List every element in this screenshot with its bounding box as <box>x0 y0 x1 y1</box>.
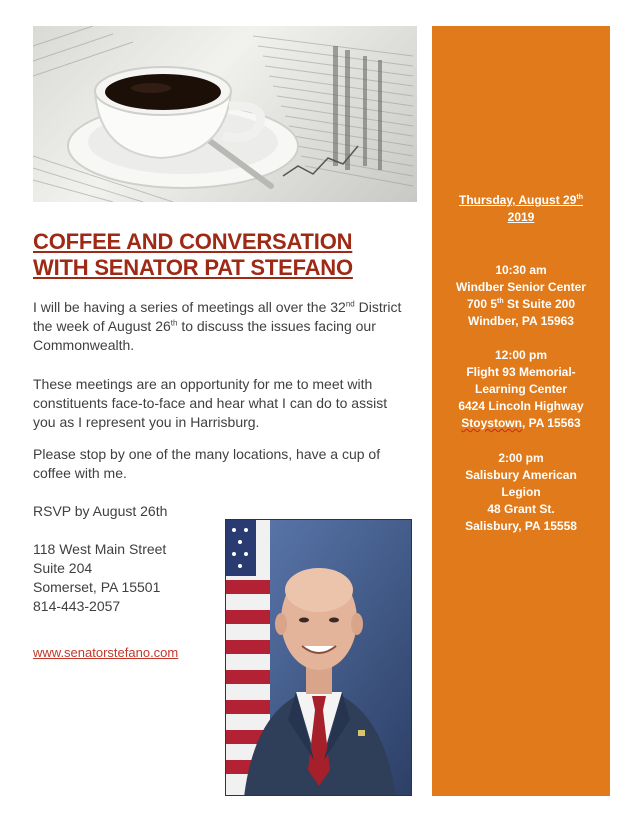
address-phone: 814-443-2057 <box>33 598 121 614</box>
event-date: Thursday, August 29th 2019 <box>459 193 583 224</box>
event-street: 48 Grant St. <box>487 502 555 516</box>
coffee-cup-photo <box>33 26 417 202</box>
senator-portrait <box>225 519 412 796</box>
invite-paragraph: Please stop by one of the many locations, have a cup of coffee with me. <box>33 446 381 481</box>
event-street: 6424 Lincoln Highway <box>458 399 584 413</box>
address-city: Somerset, PA 15501 <box>33 579 161 595</box>
intro-paragraph: I will be having a series of meetings all over the 32nd District the week of August 26th to discuss the issues facing our Commonwealth. <box>33 299 402 353</box>
event-flight93 <box>432 347 610 432</box>
purpose-paragraph: These meetings are an opportunity for me to meet with constituents face-to-face and hear what I can do to assist you as I represent you in Harrisburg. <box>33 376 388 430</box>
event-city: Stoystown, PA 15563 <box>461 416 581 430</box>
title-line-1: COFFEE AND CONVERSATION <box>33 229 353 254</box>
website-link[interactable]: www.senatorstefano.com <box>33 645 179 660</box>
event-city: Salisbury, PA 15558 <box>465 519 577 533</box>
rsvp-line: RSVP by August 26th <box>33 503 168 519</box>
address-suite: Suite 204 <box>33 560 93 576</box>
event-time: 12:00 pm <box>494 348 548 362</box>
event-windber <box>432 262 610 330</box>
event-venue-2: Legion <box>501 485 541 499</box>
event-venue: Flight 93 Memorial- <box>466 365 576 379</box>
event-venue: Salisbury American <box>465 468 577 482</box>
event-street: 700 5th St Suite 200 <box>466 297 575 311</box>
event-time: 10:30 am <box>495 263 547 277</box>
page-title <box>33 229 428 281</box>
event-salisbury <box>432 450 610 535</box>
event-schedule-sidebar <box>432 26 610 796</box>
event-venue: Windber Senior Center <box>456 280 586 294</box>
office-address <box>33 540 166 616</box>
event-venue-2: Learning Center <box>474 382 567 396</box>
address-street: 118 West Main Street <box>33 541 167 557</box>
event-time: 2:00 pm <box>498 451 544 465</box>
event-city: Windber, PA 15963 <box>468 314 574 328</box>
title-line-2: WITH SENATOR PAT STEFANO <box>33 255 353 280</box>
